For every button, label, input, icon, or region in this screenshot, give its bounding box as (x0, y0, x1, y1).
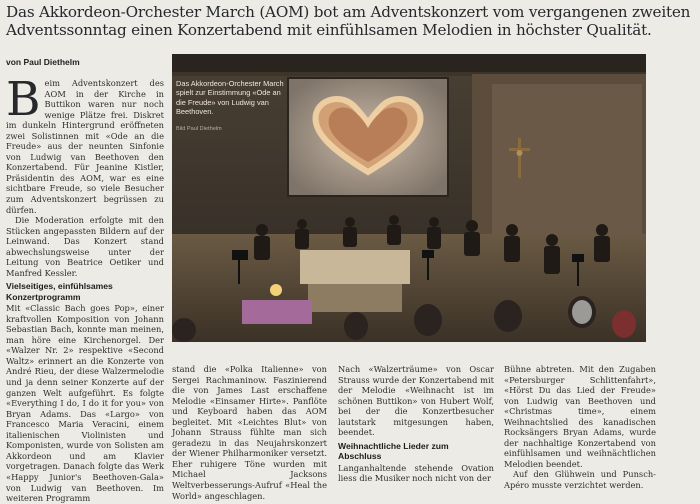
subheading: Weihnachtliche Lieder zum Abschluss (338, 440, 449, 462)
photo-caption: Das Akkordeon-Orchester March spielt zur Einstimmung «Ode an die Freude» von Ludwig van Beethoven. (176, 79, 284, 117)
article-byline: von Paul Diethelm (6, 57, 80, 67)
paragraph: eim Adventskonzert des AOM in der Kirche in Buttikon waren nur noch wenige Plätze frei. Diskret im dunkeln Hintergrund eröffneten zwei Solistinnen mit «Ode an die Freude» aus der neunten Sinfonie von Ludwig van Beethoven den Konzertabend. Für Jeanine Kistler, Präsidentin des AOM, war es eine sichtbare Freude, so viele Besucher zum Adventskonzert begrüssen zu dürfen. (6, 78, 164, 215)
paragraph: Bühne abtreten. Mit den Zugaben «Petersburger Schlittenfahrt», «Hörst Du das Lied der Freude» von Ludwig van Beethoven und «Christmas time», einem Weihnachtslied des kanadischen Rocksängers Bryan Adams, wurde der nachhaltige Konzertabend von einfühlsamen und weihnächtlichen Melodien beendet. (504, 364, 656, 469)
paragraph: Nach «Walzerträume» von Oscar Strauss wurde der Konzertabend mit der Melodie «Weihnacht ist im schönen Buttikon» von Hubert Wolf, bei der die Konzertbesucher lautstark mitgesungen haben, beendet. (338, 364, 494, 438)
article-column-2 (172, 364, 327, 501)
paragraph: Mit «Classic Bach goes Pop», einer kraftvollen Komposition von Johann Sebastian Bach, konnte man meinen, man höre eine Kirchenorgel. Der «Walzer Nr. 2» respektive «Second Waltz» erinnert an die Konzerte von André Rieu, der diese Walzermelodie und ja denn seiner Konzerte auf der ganzen Welt aufgeführt. Es folgte «Everything I do, I do it for you» von Bryan Adams. Das «Largo» von Francesco Maria Veracini, einem italienischen Violinisten und Komponisten, wurde von Solisten am Akkordeon und am Klavier vorgetragen. Danach folgte das Werk «Happy Junior's Beethoven-Gala» von Ludwig van Beethoven. Im weiteren Programm (6, 303, 164, 504)
subheading: Vielseitiges, einfühlsames Konzertprogramm (6, 281, 113, 302)
paragraph: Die Moderation erfolgte mit den Stücken angepassten Bildern auf der Leinwand. Das Konzert stand abwechslungsweise unter der Leitung von Beatrice Oetiker und Manfred Kessler. (6, 215, 164, 278)
article-column-3 (338, 364, 494, 484)
article-headline: Das Akkordeon-Orchester March (AOM) bot am Adventskonzert vom vergangenen zweiten Adventssonntag einen Konzertabend mit einfühlsamen Melodien in höchster Qualität. (6, 3, 691, 39)
drop-cap: B (6, 72, 41, 127)
article-column-1 (6, 72, 164, 504)
photo-credit: Bild Paul Diethelm (176, 126, 222, 132)
paragraph: Langanhaltende stehende Ovation liess die Musiker noch nicht von der (338, 462, 494, 484)
paragraph: stand die «Polka Italienne» von Sergei Rachmaninow. Faszinierend die von James Last erschaffene Melodie «Einsamer Hirte». Panflöte und Keyboard haben das AOM begleitet. Mit «Leichtes Blut» von Johann Strauss fühlte man sich geradezu in das Neujahrskonzert der Wiener Philharmoniker versetzt. Eher ruhigere Töne wurden mit Michael Jacksons Weltverbesserungs-Aufruf «Heal the World» angeschlagen. (172, 364, 327, 501)
paragraph: Auf den Glühwein und Punsch-Apéro musste verzichtet werden. (504, 469, 656, 491)
article-column-4 (504, 364, 656, 491)
